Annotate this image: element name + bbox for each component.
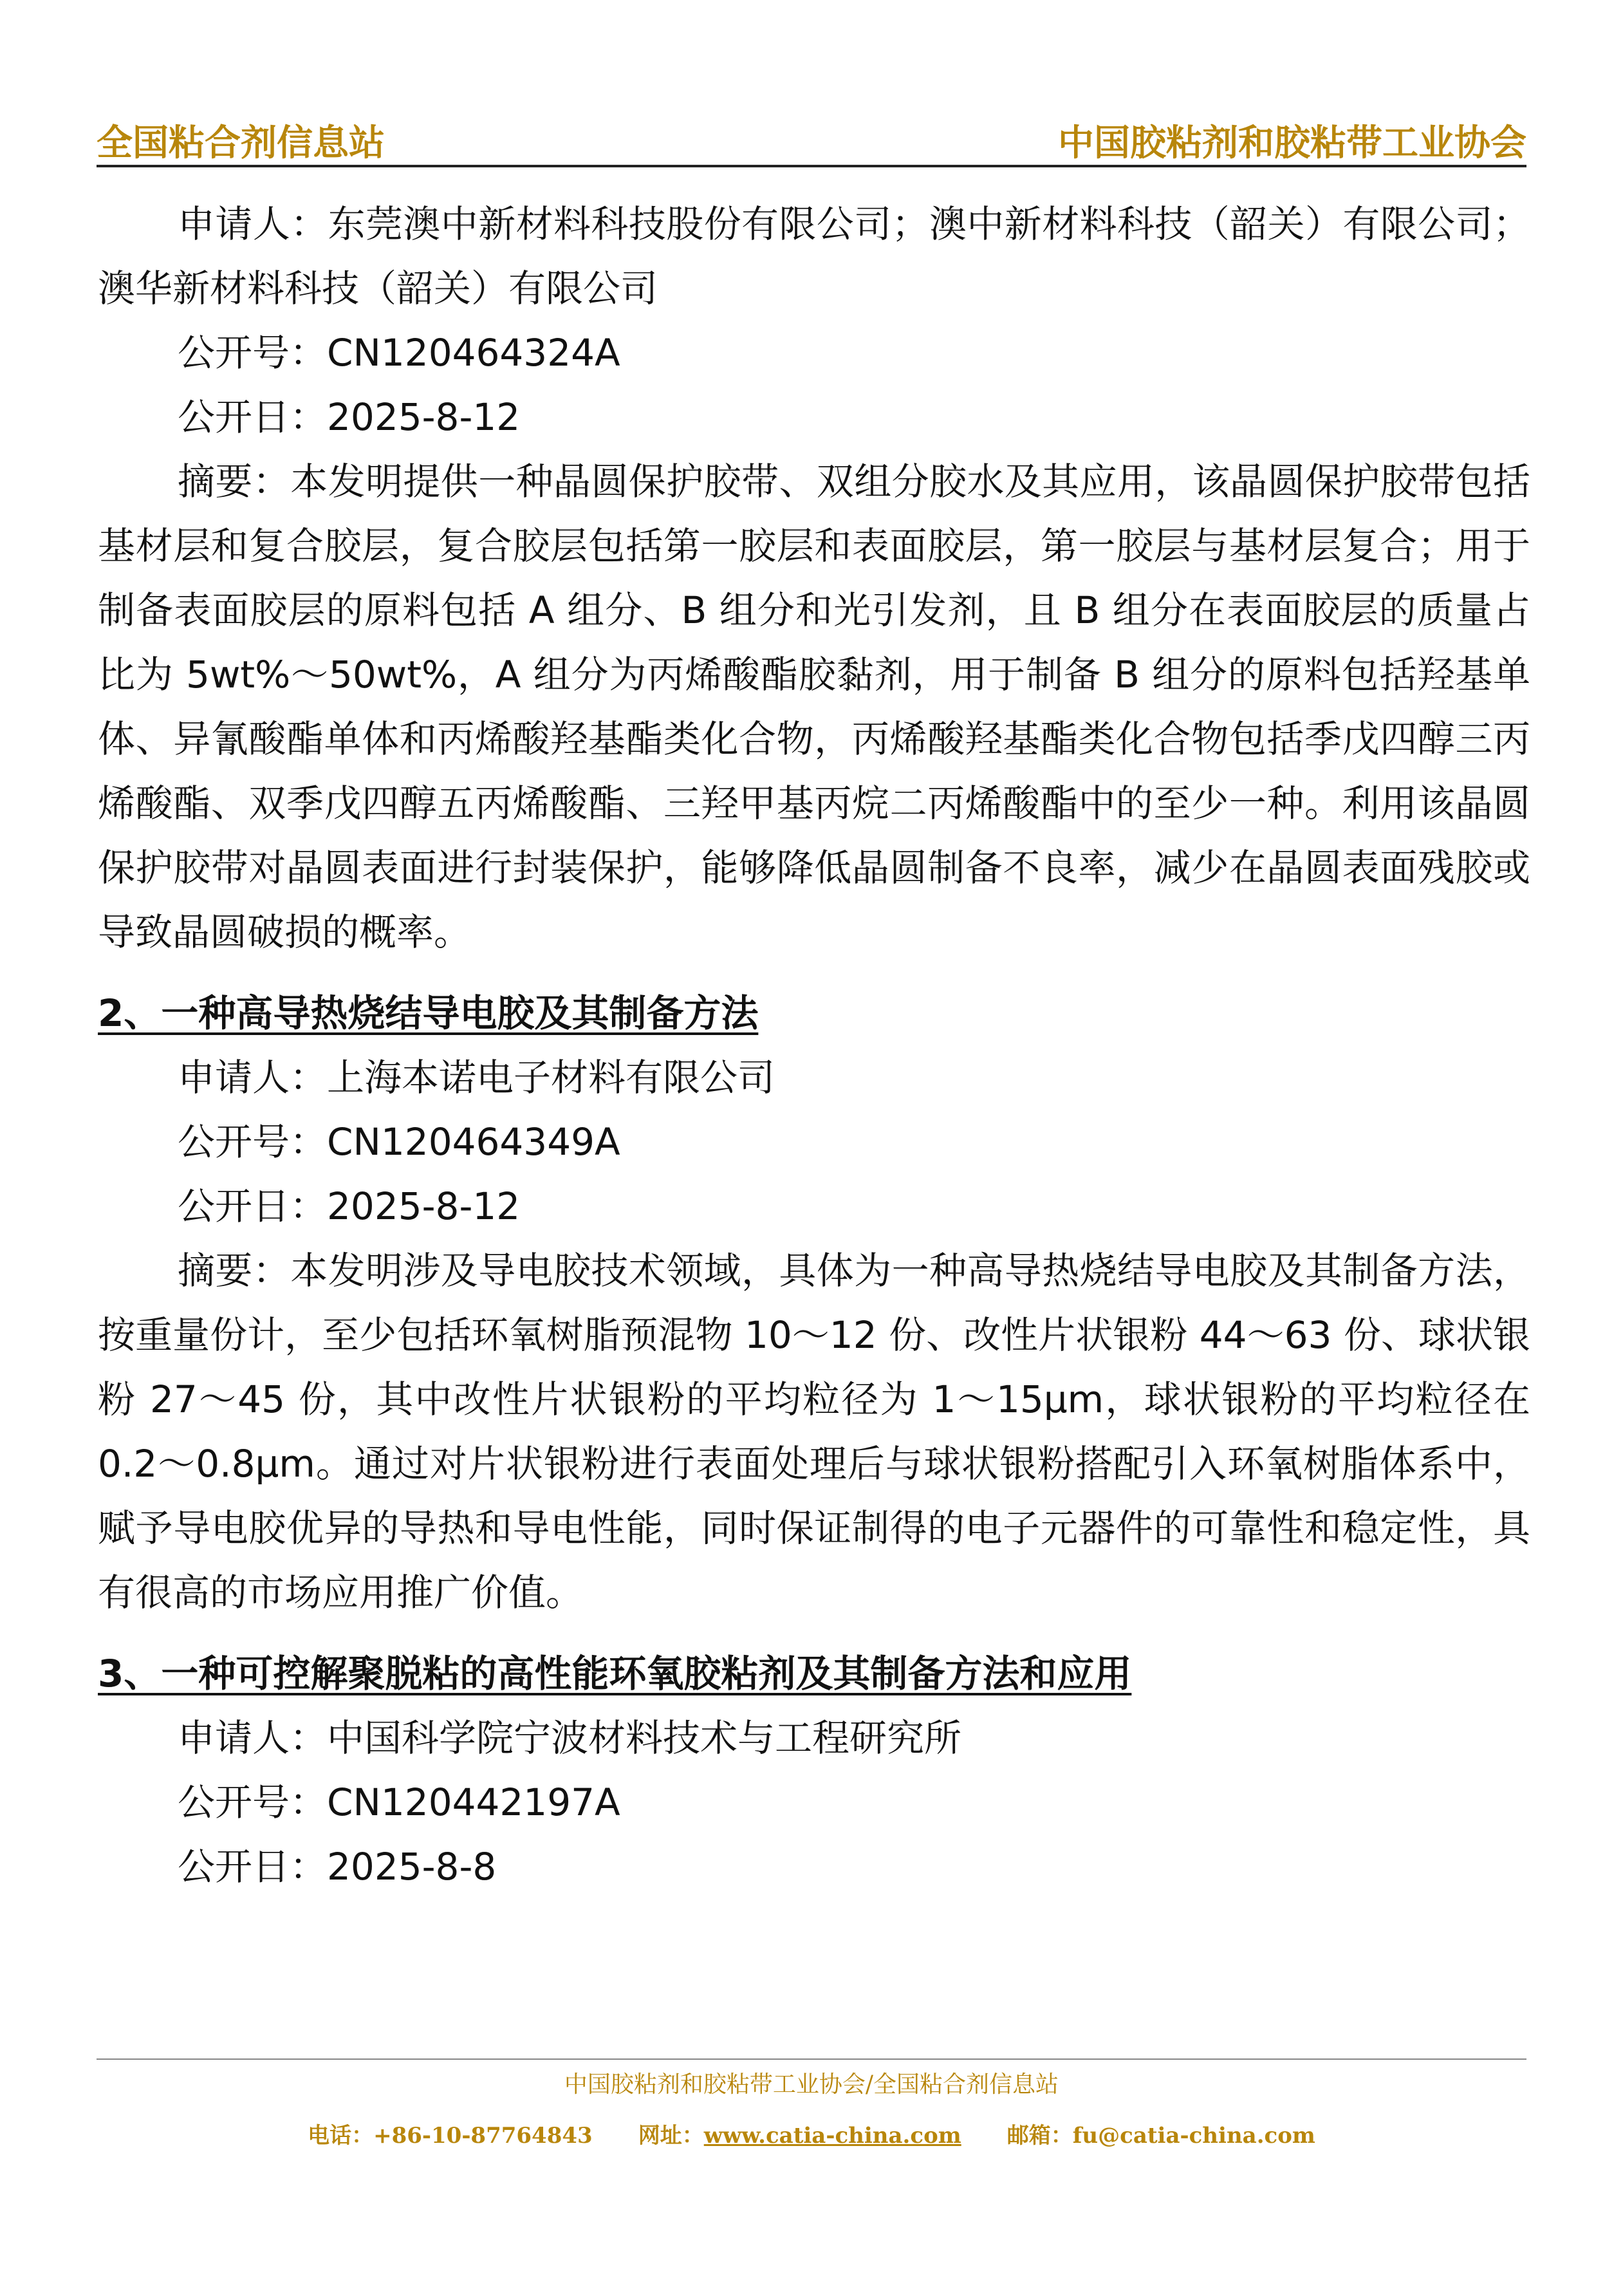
page-header bbox=[97, 115, 1526, 167]
entry2-title: 2、一种高导热烧结导电胶及其制备方法 bbox=[98, 991, 759, 1035]
entry1-pub-no bbox=[98, 321, 1530, 385]
header-right-title: 中国胶粘剂和胶粘带工业协会 bbox=[1058, 122, 1526, 164]
entry3-pub-date bbox=[98, 1834, 1530, 1899]
abstract-label: 摘要： bbox=[178, 460, 291, 503]
applicant-value: 东莞澳中新材料科技股份有限公司；澳中新材料科技（韶关）有限公司；澳华新材料科技（韶关）有限公司 bbox=[98, 202, 1530, 310]
entry3-title: 3、一种可控解聚脱粘的高性能环氧胶粘剂及其制备方法和应用 bbox=[98, 1652, 1132, 1695]
entry2-pub-date bbox=[98, 1174, 1530, 1238]
abstract-label: 摘要： bbox=[178, 1249, 291, 1293]
document-body bbox=[98, 192, 1530, 1899]
footer-contact bbox=[0, 2118, 1623, 2149]
abstract-text: 本发明提供一种晶圆保护胶带、双组分胶水及其应用，该晶圆保护胶带包括基材层和复合胶层，复合胶层包括第一胶层和表面胶层，第一胶层与基材层复合；用于制备表面胶层的原料包括 A 组分、B 组分和光引发剂，且 B 组分在表面胶层的质量占比为 5wt%～50wt%，A 组分为丙烯酸酯胶黏剂，用于制备 B 组分的原料包括羟基单体、异氰酸酯单体和丙烯酸羟基酯类化合物，丙烯酸羟基酯类化合物包括季戊四醇三丙烯酸酯、双季戊四醇五丙烯酸酯、三羟甲基丙烷二丙烯酸酯中的至少一种。利用该晶圆保护胶带对晶圆表面进行封装保护，能够降低晶圆制备不良率，减少在晶圆表面残胶或导致晶圆破损的概率。 bbox=[98, 460, 1530, 954]
header-left-title: 全国粘合剂信息站 bbox=[97, 122, 385, 164]
entry3-applicant bbox=[98, 1706, 1530, 1770]
footer-org: 中国胶粘剂和胶粘带工业协会/全国粘合剂信息站 bbox=[564, 2071, 1059, 2098]
pub-no-value: CN120464349A bbox=[327, 1120, 620, 1164]
pub-no-label: 公开号： bbox=[178, 1120, 328, 1164]
entry2-applicant bbox=[98, 1045, 1530, 1110]
applicant-label: 申请人： bbox=[178, 1056, 328, 1099]
entry1-applicant bbox=[98, 192, 1530, 321]
pub-no-value: CN120442197A bbox=[327, 1780, 620, 1824]
pub-date-value: 2025-8-8 bbox=[327, 1845, 497, 1889]
footer-web-label: 网址： bbox=[638, 2123, 704, 2149]
entry2-abstract bbox=[98, 1238, 1530, 1625]
applicant-label: 申请人： bbox=[178, 202, 328, 246]
pub-no-label: 公开号： bbox=[178, 331, 328, 375]
entry1-pub-date bbox=[98, 385, 1530, 449]
applicant-value: 上海本诺电子材料有限公司 bbox=[327, 1056, 775, 1099]
footer-email[interactable]: 邮箱：fu@catia-china.com bbox=[1006, 2123, 1315, 2149]
pub-date-value: 2025-8-12 bbox=[327, 395, 521, 439]
applicant-label: 申请人： bbox=[178, 1716, 328, 1760]
pub-date-label: 公开日： bbox=[178, 1184, 328, 1228]
footer-divider bbox=[97, 2058, 1526, 2060]
pub-no-label: 公开号： bbox=[178, 1780, 328, 1824]
pub-date-value: 2025-8-12 bbox=[327, 1184, 521, 1228]
pub-date-label: 公开日： bbox=[178, 1845, 328, 1889]
pub-date-label: 公开日： bbox=[178, 395, 328, 439]
footer-phone: 电话：+86-10-87764843 bbox=[308, 2123, 593, 2149]
entry3-pub-no bbox=[98, 1770, 1530, 1834]
entry1-abstract bbox=[98, 449, 1530, 964]
abstract-text: 本发明涉及导电胶技术领域，具体为一种高导热烧结导电胶及其制备方法，按重量份计，至少包括环氧树脂预混物 10～12 份、改性片状银粉 44～63 份、球状银粉 27～45 份，其中改性片状银粉的平均粒径为 1～15μm，球状银粉的平均粒径在 0.2～0.8μm。通过对片状银粉进行表面处理后与球状银粉搭配引入环氧树脂体系中，赋予导电胶优异的导热和导电性能，同时保证制得的电子元器件的可靠性和稳定性，具有很高的市场应用推广价值。 bbox=[98, 1249, 1530, 1614]
applicant-value: 中国科学院宁波材料技术与工程研究所 bbox=[327, 1716, 962, 1760]
footer-web-link[interactable]: www.catia-china.com bbox=[703, 2123, 961, 2149]
entry2-pub-no bbox=[98, 1110, 1530, 1174]
pub-no-value: CN120464324A bbox=[327, 331, 620, 375]
